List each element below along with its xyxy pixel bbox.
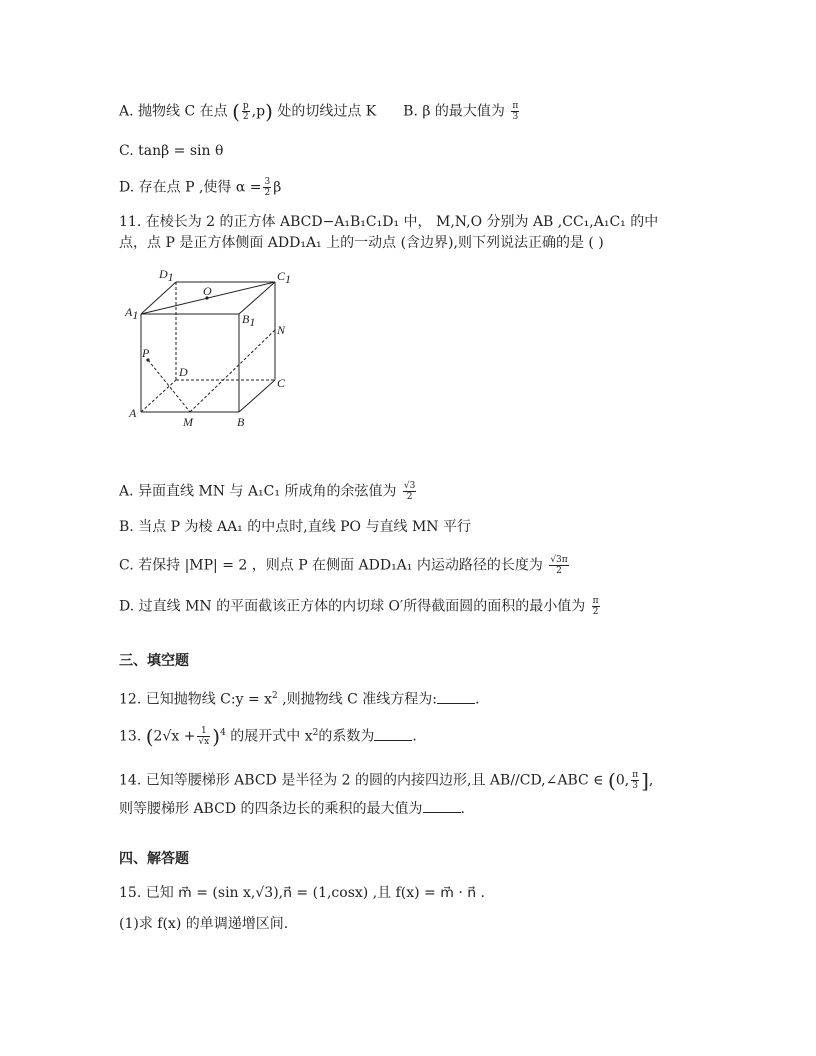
q11-option-c: C. 若保持 |MP| = 2 ，则点 P 在侧面 ADD₁A₁ 内运动路径的长度为 $\frac{√3\pi}{2}$: [119, 555, 568, 576]
label-o: O: [203, 284, 212, 298]
dashed-m-n: [190, 330, 275, 412]
q10-option-d-fraction: $\frac{3}{2}$: [264, 177, 271, 198]
q10-option-d: D. 存在点 P ,使得 α = $\frac{3}{2}$ β: [119, 177, 282, 198]
q14-answer-blank: [423, 800, 461, 813]
label-n: N: [277, 323, 286, 337]
q13: 13. (2√x + $\frac{1}{√x}$ )$^4$ 的展开式中 $x^2$的系数为 .: [119, 724, 417, 749]
cube-figure: [119, 262, 299, 432]
q12-answer-blank: [437, 691, 475, 704]
q11-option-d-fraction: $\frac{\pi}{2}$: [592, 596, 599, 617]
hidden-edge-a-d: [141, 380, 176, 412]
q11-option-a-fraction: $\frac{√3}{2}$: [403, 481, 416, 502]
q10-option-a-fraction: $\frac{p}{2}$: [242, 101, 249, 122]
q12: 12. 已知抛物线 C:y = $x^2$ ,则抛物线 C 准线方程为: .: [119, 691, 480, 708]
q15-line2: (1)求 f(x) 的单调递增区间.: [119, 916, 289, 932]
q15-line1: 15. 已知 m⃗ = (sin x,√3),n⃗ = (1,cosx) ,且 f(x) = m⃗ · n⃗ .: [119, 885, 485, 901]
q14-line1: 14. 已知等腰梯形 ABCD 是半径为 2 的圆的内接四边形,且 AB//CD,∠ABC ∈ (0, $\frac{\pi}{3}$ ],: [119, 768, 654, 793]
q11-option-b: B. 当点 P 为棱 AA₁ 的中点时,直线 PO 与直线 MN 平行: [119, 519, 471, 535]
label-b1: B1: [242, 312, 256, 329]
label-b: B: [237, 415, 245, 429]
q10-option-c: C. tanβ = sin θ: [119, 143, 224, 159]
q14-line2: 则等腰梯形 ABCD 的四条边长的乘积的最大值为 .: [119, 801, 465, 817]
q11-option-c-fraction: $\frac{√3\pi}{2}$: [550, 555, 568, 576]
label-d: D: [179, 365, 188, 379]
label-a1: A1: [125, 305, 139, 322]
q11-stem-line1: 11. 在棱长为 2 的正方体 ABCD−A₁B₁C₁D₁ 中， M,N,O 分别为 AB ,CC₁,A₁C₁ 的中: [119, 214, 659, 230]
label-c: C: [277, 376, 286, 390]
edge-a1-d1: [141, 282, 176, 314]
edge-b-c: [239, 380, 275, 412]
q13-fraction: $\frac{1}{√x}$: [198, 726, 210, 748]
label-a: A: [129, 406, 137, 420]
q10-option-a-suffix: 处的切线过点 K: [277, 103, 377, 120]
section-heading-fill-in: 三、填空题: [119, 653, 189, 669]
label-c1: C1: [277, 269, 292, 286]
q10-option-b-prefix: B. β 的最大值为: [403, 103, 505, 120]
q10-option-a-prefix: A. 抛物线 C 在点: [119, 103, 228, 120]
q10-option-a-b-line: A. 抛物线 C 在点 ( $\frac{p}{2}$ ,p) 处的切线过点 K B. β 的最大值为 $\frac{\pi}{3}$: [119, 99, 519, 124]
q11-option-d: D. 过直线 MN 的平面截该正方体的内切球 O′所得截面圆的面积的最小值为 $\frac{\pi}{2}$: [119, 596, 599, 617]
q13-answer-blank: [374, 728, 412, 741]
section-heading-solutions: 四、解答题: [119, 851, 189, 867]
q10-option-a-point-tail: ,p: [251, 103, 266, 120]
q11-option-a: A. 异面直线 MN 与 A₁C₁ 所成角的余弦值为 $\frac{√3}{2}$: [119, 481, 416, 502]
label-p: P: [142, 346, 150, 360]
q14-interval-fraction: $\frac{\pi}{3}$: [632, 770, 639, 791]
q11-stem-line2: 点，点 P 是正方体侧面 ADD₁A₁ 上的一动点 (含边界),则下列说法正确的是 ( ): [119, 235, 604, 251]
label-m: M: [183, 415, 193, 429]
q10-option-b-fraction: $\frac{\pi}{3}$: [512, 101, 519, 122]
label-d1: D1: [159, 267, 174, 284]
